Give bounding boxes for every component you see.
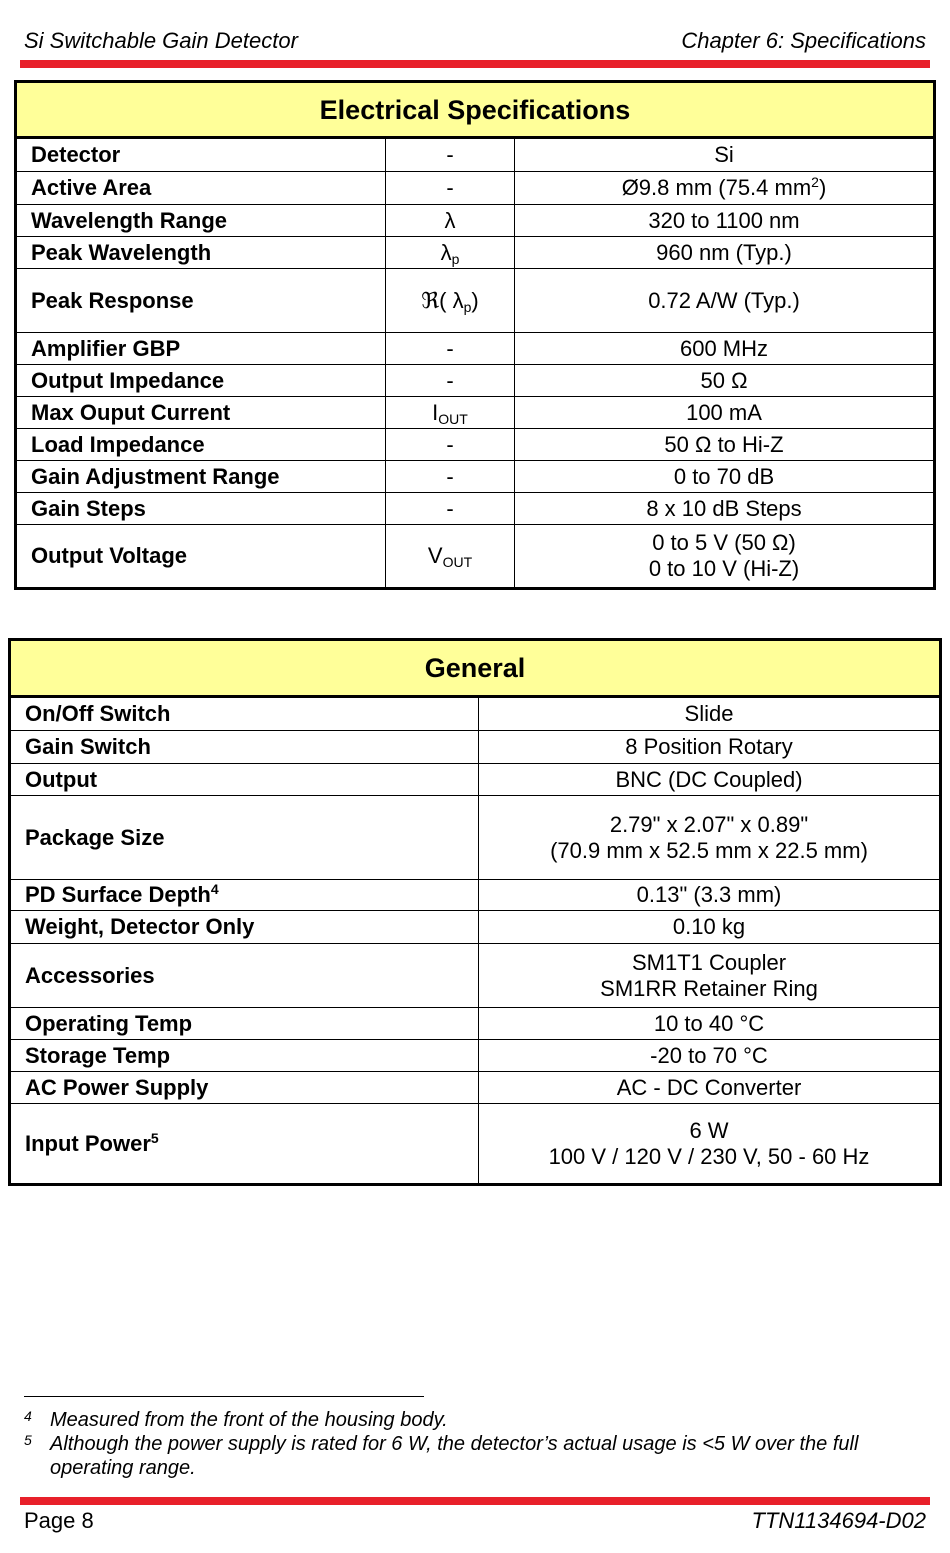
table-row [16, 237, 935, 269]
document-id: TTN1134694-D02 [751, 1508, 926, 1533]
spec-name: Package Size [10, 796, 479, 880]
spec-value: 600 MHz [515, 333, 935, 365]
footnote-number: 4 [24, 1408, 32, 1424]
spec-symbol: - [386, 493, 515, 525]
spec-value: -20 to 70 °C [479, 1040, 941, 1072]
general-spec-table [8, 638, 942, 1186]
page-footer [24, 1508, 926, 1536]
spec-name: Load Impedance [16, 429, 386, 461]
spec-name: Output Voltage [16, 525, 386, 589]
spec-name: Wavelength Range [16, 205, 386, 237]
table-row [16, 429, 935, 461]
spec-symbol: - [386, 333, 515, 365]
spec-value: 6 W 100 V / 120 V / 230 V, 50 - 60 Hz [479, 1104, 941, 1185]
table-row [10, 911, 941, 944]
table-row [16, 397, 935, 429]
table-row [10, 1104, 941, 1185]
table-row [10, 731, 941, 764]
spec-value: 10 to 40 °C [479, 1008, 941, 1040]
spec-name: Output [10, 764, 479, 796]
spec-name: Gain Steps [16, 493, 386, 525]
header-divider [20, 60, 930, 68]
table-row [10, 764, 941, 796]
spec-value: 0.72 A/W (Typ.) [515, 269, 935, 333]
footnote-number: 5 [24, 1432, 32, 1448]
spec-name: Gain Adjustment Range [16, 461, 386, 493]
table-row [10, 697, 941, 731]
table-row [10, 796, 941, 880]
spec-name: Input Power$^5$ [10, 1104, 479, 1185]
spec-symbol: - [386, 365, 515, 397]
spec-symbol: - [386, 429, 515, 461]
spec-symbol: ℜ( $\lambda_p$) [386, 269, 515, 333]
table-row [10, 944, 941, 1008]
spec-value: Slide [479, 697, 941, 731]
table-row [16, 333, 935, 365]
table-row [16, 269, 935, 333]
electrical-spec-table [14, 80, 936, 590]
spec-symbol: - [386, 461, 515, 493]
table-row [10, 1040, 941, 1072]
spec-name: Output Impedance [16, 365, 386, 397]
header-document-title: Si Switchable Gain Detector [24, 28, 298, 53]
spec-name: Accessories [10, 944, 479, 1008]
spec-value: AC - DC Converter [479, 1072, 941, 1104]
spec-value: Si [515, 138, 935, 172]
footnote-5 [24, 1432, 904, 1480]
spec-value: 50 Ω to Hi-Z [515, 429, 935, 461]
spec-symbol: $V_{OUT}$ [386, 525, 515, 589]
table-row [10, 1072, 941, 1104]
spec-value: 0.10 kg [479, 911, 941, 944]
spec-name: On/Off Switch [10, 697, 479, 731]
spec-name: AC Power Supply [10, 1072, 479, 1104]
spec-symbol: λ [386, 205, 515, 237]
footnote-text: Although the power supply is rated for 6 W, the detector’s actual usage is <5 W over the full operating range. [50, 1433, 859, 1479]
spec-name: Operating Temp [10, 1008, 479, 1040]
spec-name: Max Ouput Current [16, 397, 386, 429]
spec-value: 0 to 5 V (50 Ω) 0 to 10 V (Hi-Z) [515, 525, 935, 589]
footer-divider [20, 1497, 930, 1505]
footnote-4 [24, 1408, 904, 1432]
table-row [16, 205, 935, 237]
spec-value: 0 to 70 dB [515, 461, 935, 493]
spec-value: SM1T1 Coupler SM1RR Retainer Ring [479, 944, 941, 1008]
spec-name: Active Area [16, 172, 386, 205]
spec-name: Peak Response [16, 269, 386, 333]
spec-symbol: $\lambda_p$ [386, 237, 515, 269]
spec-value: 100 mA [515, 397, 935, 429]
general-spec-title: General [10, 640, 941, 697]
spec-name: Amplifier GBP [16, 333, 386, 365]
spec-name: Peak Wavelength [16, 237, 386, 269]
spec-value: 8 Position Rotary [479, 731, 941, 764]
spec-name: Weight, Detector Only [10, 911, 479, 944]
table-row [16, 493, 935, 525]
spec-value: 8 x 10 dB Steps [515, 493, 935, 525]
table-row [16, 525, 935, 589]
spec-symbol: - [386, 172, 515, 205]
spec-value: 2.79" x 2.07" x 0.89" (70.9 mm x 52.5 mm x 22.5 mm) [479, 796, 941, 880]
spec-value: 0.13" (3.3 mm) [479, 880, 941, 911]
spec-value: 960 nm (Typ.) [515, 237, 935, 269]
table-row [10, 1008, 941, 1040]
page-number: Page 8 [24, 1508, 94, 1533]
footnote-separator [24, 1396, 424, 1397]
footnote-text: Measured from the front of the housing body. [50, 1409, 448, 1431]
table-row [16, 365, 935, 397]
header-chapter-title: Chapter 6: Specifications [681, 28, 926, 53]
table-row [16, 461, 935, 493]
table-row [10, 880, 941, 911]
table-row [16, 172, 935, 205]
spec-value: 320 to 1100 nm [515, 205, 935, 237]
spec-name: Gain Switch [10, 731, 479, 764]
spec-symbol: $I_{OUT}$ [386, 397, 515, 429]
spec-value: 50 Ω [515, 365, 935, 397]
spec-name: PD Surface Depth$^4$ [10, 880, 479, 911]
table-row [16, 138, 935, 172]
spec-name: Storage Temp [10, 1040, 479, 1072]
spec-value: Ø9.8 mm (75.4 $mm^2$) [515, 172, 935, 205]
spec-name: Detector [16, 138, 386, 172]
page-header [24, 28, 926, 56]
electrical-spec-title: Electrical Specifications [16, 82, 935, 138]
spec-symbol: - [386, 138, 515, 172]
spec-value: BNC (DC Coupled) [479, 764, 941, 796]
